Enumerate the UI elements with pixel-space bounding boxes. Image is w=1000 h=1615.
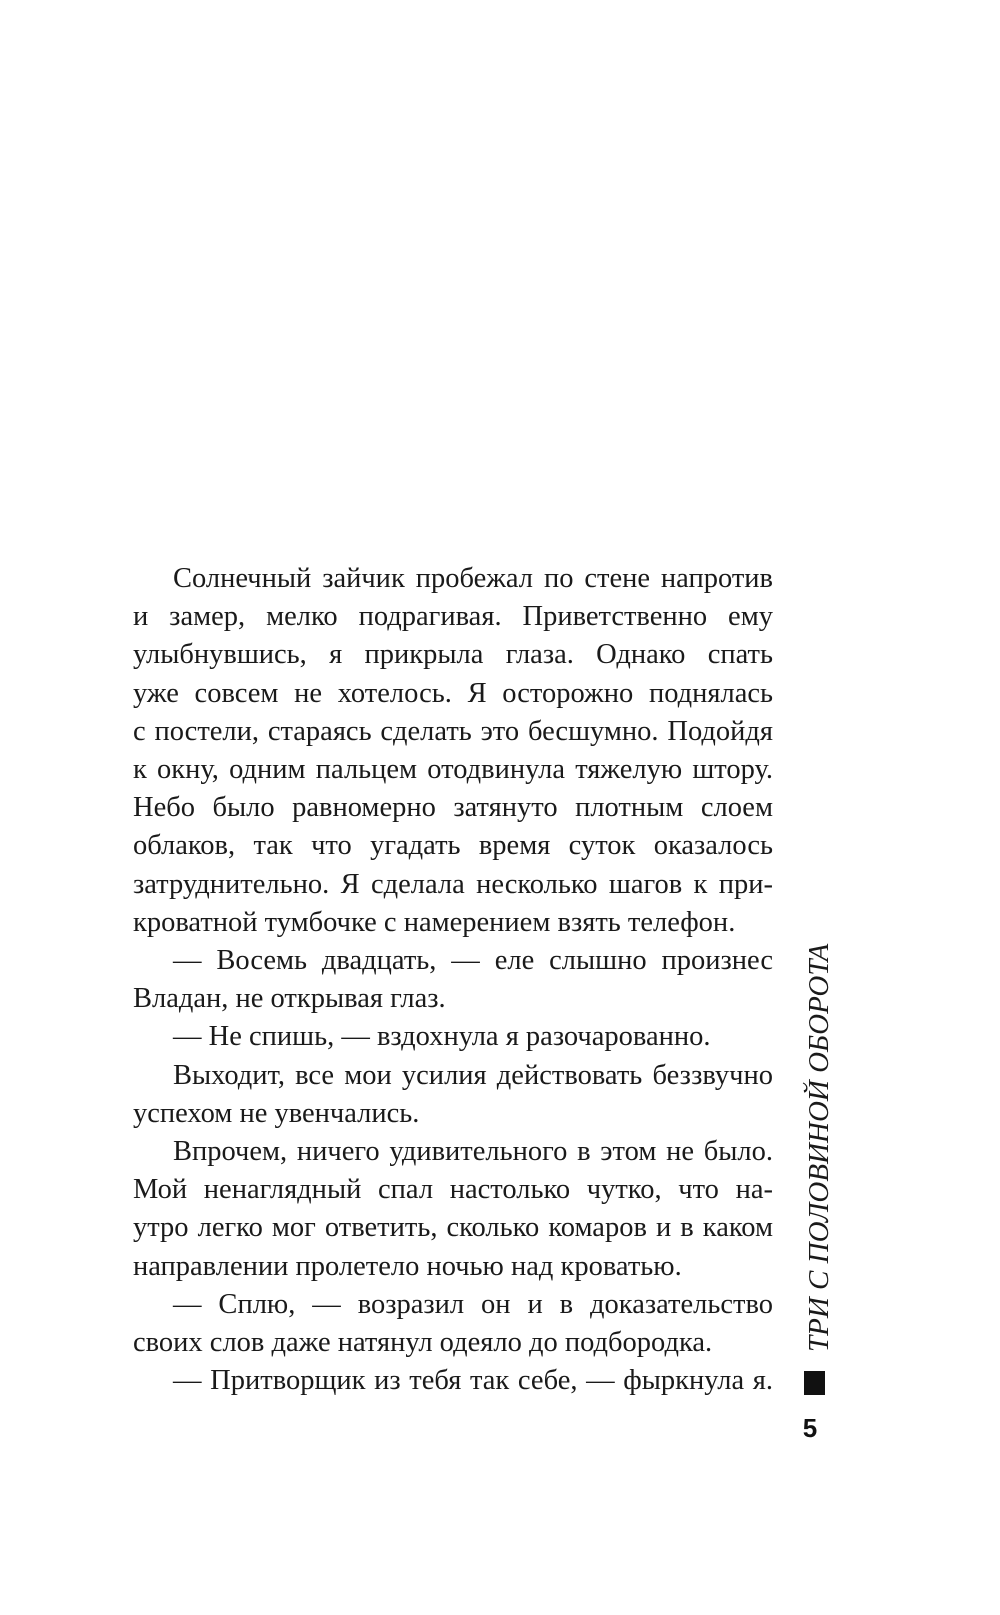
running-title-marker [804,1371,825,1395]
running-title: ТРИ С ПОЛОВИНОЙ ОБОРОТА [803,943,835,1352]
body-text [133,560,773,1400]
text-line: своих слов даже натянул одеяло до подбородка. [133,1327,713,1359]
text-line: к окну, одним пальцем отодвинула тяжелую штору. [133,754,773,786]
text-line: затруднительно. Я сделала несколько шагов к при- [133,868,773,900]
text-line: Небо было равномерно затянуто плотным слоем [133,792,773,824]
text-line: — Притворщик из тебя так себе, — фыркнула я. [173,1365,773,1397]
text-line: уже совсем не хотелось. Я осторожно поднялась [133,677,773,709]
text-line: улыбнувшись, я прикрыла глаза. Однако спать [133,639,773,671]
text-line: утро легко мог ответить, сколько комаров и в каком [133,1212,773,1244]
text-line: Владан, не открывая глаз. [133,983,446,1015]
text-line: Впрочем, ничего удивительного в этом не было. [173,1136,773,1168]
text-line: Солнечный зайчик пробежал по стене напротив [173,563,773,594]
text-line: кроватной тумбочке с намерением взять телефон. [133,906,736,938]
text-line: направлении пролетело ночью над кроватью. [133,1250,682,1282]
text-line: и замер, мелко подрагивая. Приветственно ему [133,601,773,633]
text-line: облаков, так что угадать время суток оказалось [133,830,773,862]
text-line: Мой ненаглядный спал настолько чутко, что на- [133,1174,773,1206]
text-line: — Не спишь, — вздохнула я разочарованно. [173,1021,711,1053]
text-line: успехом не увенчались. [133,1097,420,1129]
text-line: с постели, стараясь сделать это бесшумно. Подойдя [133,715,773,747]
text-line: — Сплю, — возразил он и в доказательство [173,1288,773,1320]
text-line: Выходит, все мои усилия действовать беззвучно [173,1059,773,1091]
page-number: 5 [802,1413,818,1443]
text-line: — Восемь двадцать, — еле слышно произнес [173,945,773,977]
